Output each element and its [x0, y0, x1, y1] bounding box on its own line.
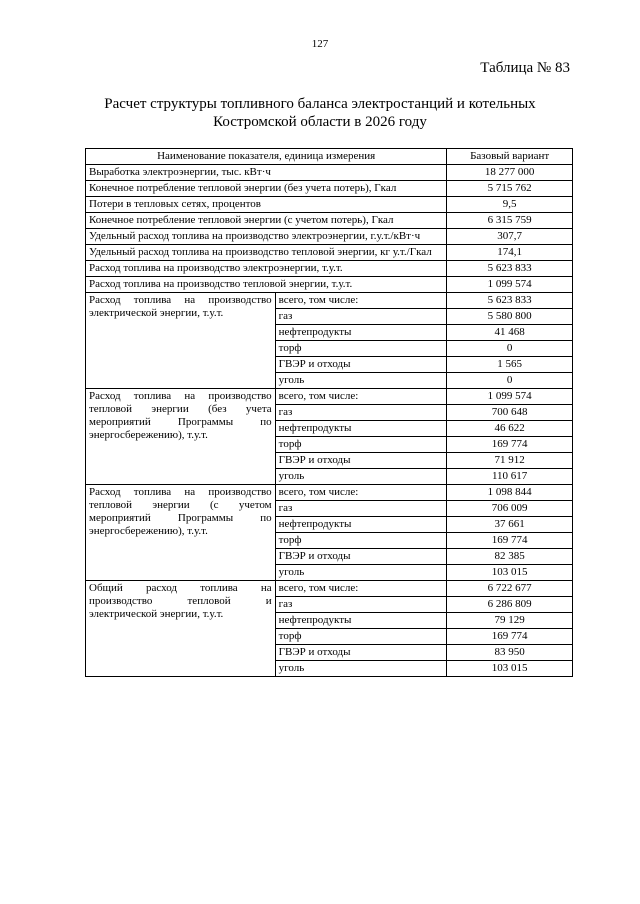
fuel-type: газ — [275, 597, 447, 613]
fuel-value: 169 774 — [447, 629, 573, 645]
fuel-value: 83 950 — [447, 645, 573, 661]
table-row — [86, 213, 573, 229]
row-label: Расход топлива на производство электроэнергии, т.у.т. — [86, 261, 447, 277]
fuel-type: всего, том числе: — [275, 293, 447, 309]
fuel-type: уголь — [275, 373, 447, 389]
fuel-type: торф — [275, 437, 447, 453]
row-label: Расход топлива на производство тепловой энергии, т.у.т. — [86, 277, 447, 293]
fuel-value: 706 009 — [447, 501, 573, 517]
table-row — [86, 277, 573, 293]
fuel-value: 0 — [447, 373, 573, 389]
fuel-value: 46 622 — [447, 421, 573, 437]
row-value: 9,5 — [447, 197, 573, 213]
table-header-row — [86, 149, 573, 165]
fuel-type: ГВЭР и отходы — [275, 645, 447, 661]
fuel-value: 1 099 574 — [447, 389, 573, 405]
group-label: Расход топлива на производство электрической энергии, т.у.т. — [86, 293, 276, 389]
fuel-type: газ — [275, 501, 447, 517]
fuel-type: всего, том числе: — [275, 581, 447, 597]
fuel-type: нефтепродукты — [275, 613, 447, 629]
title-line-1: Расчет структуры топливного баланса электростанций и котельных — [104, 96, 536, 112]
fuel-value: 103 015 — [447, 661, 573, 677]
row-value: 1 099 574 — [447, 277, 573, 293]
fuel-value: 169 774 — [447, 533, 573, 549]
fuel-value: 6 286 809 — [447, 597, 573, 613]
fuel-type: уголь — [275, 565, 447, 581]
row-value: 174,1 — [447, 245, 573, 261]
fuel-type: уголь — [275, 661, 447, 677]
row-label: Потери в тепловых сетях, процентов — [86, 197, 447, 213]
header-indicator: Наименование показателя, единица измерения — [86, 149, 447, 165]
fuel-value: 6 722 677 — [447, 581, 573, 597]
row-label: Конечное потребление тепловой энергии (с учетом потерь), Гкал — [86, 213, 447, 229]
fuel-value: 103 015 — [447, 565, 573, 581]
fuel-type: торф — [275, 629, 447, 645]
fuel-value: 110 617 — [447, 469, 573, 485]
fuel-type: нефтепродукты — [275, 325, 447, 341]
fuel-balance-table — [85, 148, 573, 677]
fuel-type: торф — [275, 341, 447, 357]
table-row — [86, 485, 573, 501]
fuel-value: 1 098 844 — [447, 485, 573, 501]
fuel-type: нефтепродукты — [275, 517, 447, 533]
fuel-value: 700 648 — [447, 405, 573, 421]
fuel-value: 5 580 800 — [447, 309, 573, 325]
fuel-type: газ — [275, 309, 447, 325]
group-label: Расход топлива на производство тепловой энергии (без учета мероприятий Программы по энергосбережению), т.у.т. — [86, 389, 276, 485]
table-row — [86, 389, 573, 405]
group-label: Общий расход топлива на производство тепловой и электрической энергии, т.у.т. — [86, 581, 276, 677]
table-row — [86, 293, 573, 309]
table-row — [86, 261, 573, 277]
table-row — [86, 229, 573, 245]
title-line-2: Костромской области в 2026 году — [213, 114, 427, 130]
fuel-value: 82 385 — [447, 549, 573, 565]
fuel-type: торф — [275, 533, 447, 549]
table-body — [86, 165, 573, 677]
table-row — [86, 165, 573, 181]
fuel-type: ГВЭР и отходы — [275, 549, 447, 565]
fuel-type: ГВЭР и отходы — [275, 357, 447, 373]
fuel-value: 37 661 — [447, 517, 573, 533]
table-row — [86, 581, 573, 597]
group-label: Расход топлива на производство тепловой энергии (с учетом мероприятий Программы по энергосбережению), т.у.т. — [86, 485, 276, 581]
row-value: 6 315 759 — [447, 213, 573, 229]
row-label: Конечное потребление тепловой энергии (без учета потерь), Гкал — [86, 181, 447, 197]
fuel-type: всего, том числе: — [275, 389, 447, 405]
row-value: 5 715 762 — [447, 181, 573, 197]
fuel-type: всего, том числе: — [275, 485, 447, 501]
fuel-value: 71 912 — [447, 453, 573, 469]
row-value: 5 623 833 — [447, 261, 573, 277]
row-value: 18 277 000 — [447, 165, 573, 181]
table-row — [86, 245, 573, 261]
row-label: Выработка электроэнергии, тыс. кВт·ч — [86, 165, 447, 181]
table-number: Таблица № 83 — [480, 60, 570, 76]
document-title — [60, 95, 580, 131]
fuel-value: 5 623 833 — [447, 293, 573, 309]
fuel-type: уголь — [275, 469, 447, 485]
fuel-value: 1 565 — [447, 357, 573, 373]
fuel-value: 169 774 — [447, 437, 573, 453]
table-row — [86, 197, 573, 213]
fuel-type: ГВЭР и отходы — [275, 453, 447, 469]
row-value: 307,7 — [447, 229, 573, 245]
fuel-value: 41 468 — [447, 325, 573, 341]
fuel-value: 79 129 — [447, 613, 573, 629]
page-number: 127 — [311, 38, 329, 50]
fuel-type: нефтепродукты — [275, 421, 447, 437]
header-base-variant: Базовый вариант — [447, 149, 573, 165]
table-row — [86, 181, 573, 197]
fuel-type: газ — [275, 405, 447, 421]
fuel-value: 0 — [447, 341, 573, 357]
row-label: Удельный расход топлива на производство электроэнергии, г.у.т./кВт·ч — [86, 229, 447, 245]
row-label: Удельный расход топлива на производство тепловой энергии, кг у.т./Гкал — [86, 245, 447, 261]
